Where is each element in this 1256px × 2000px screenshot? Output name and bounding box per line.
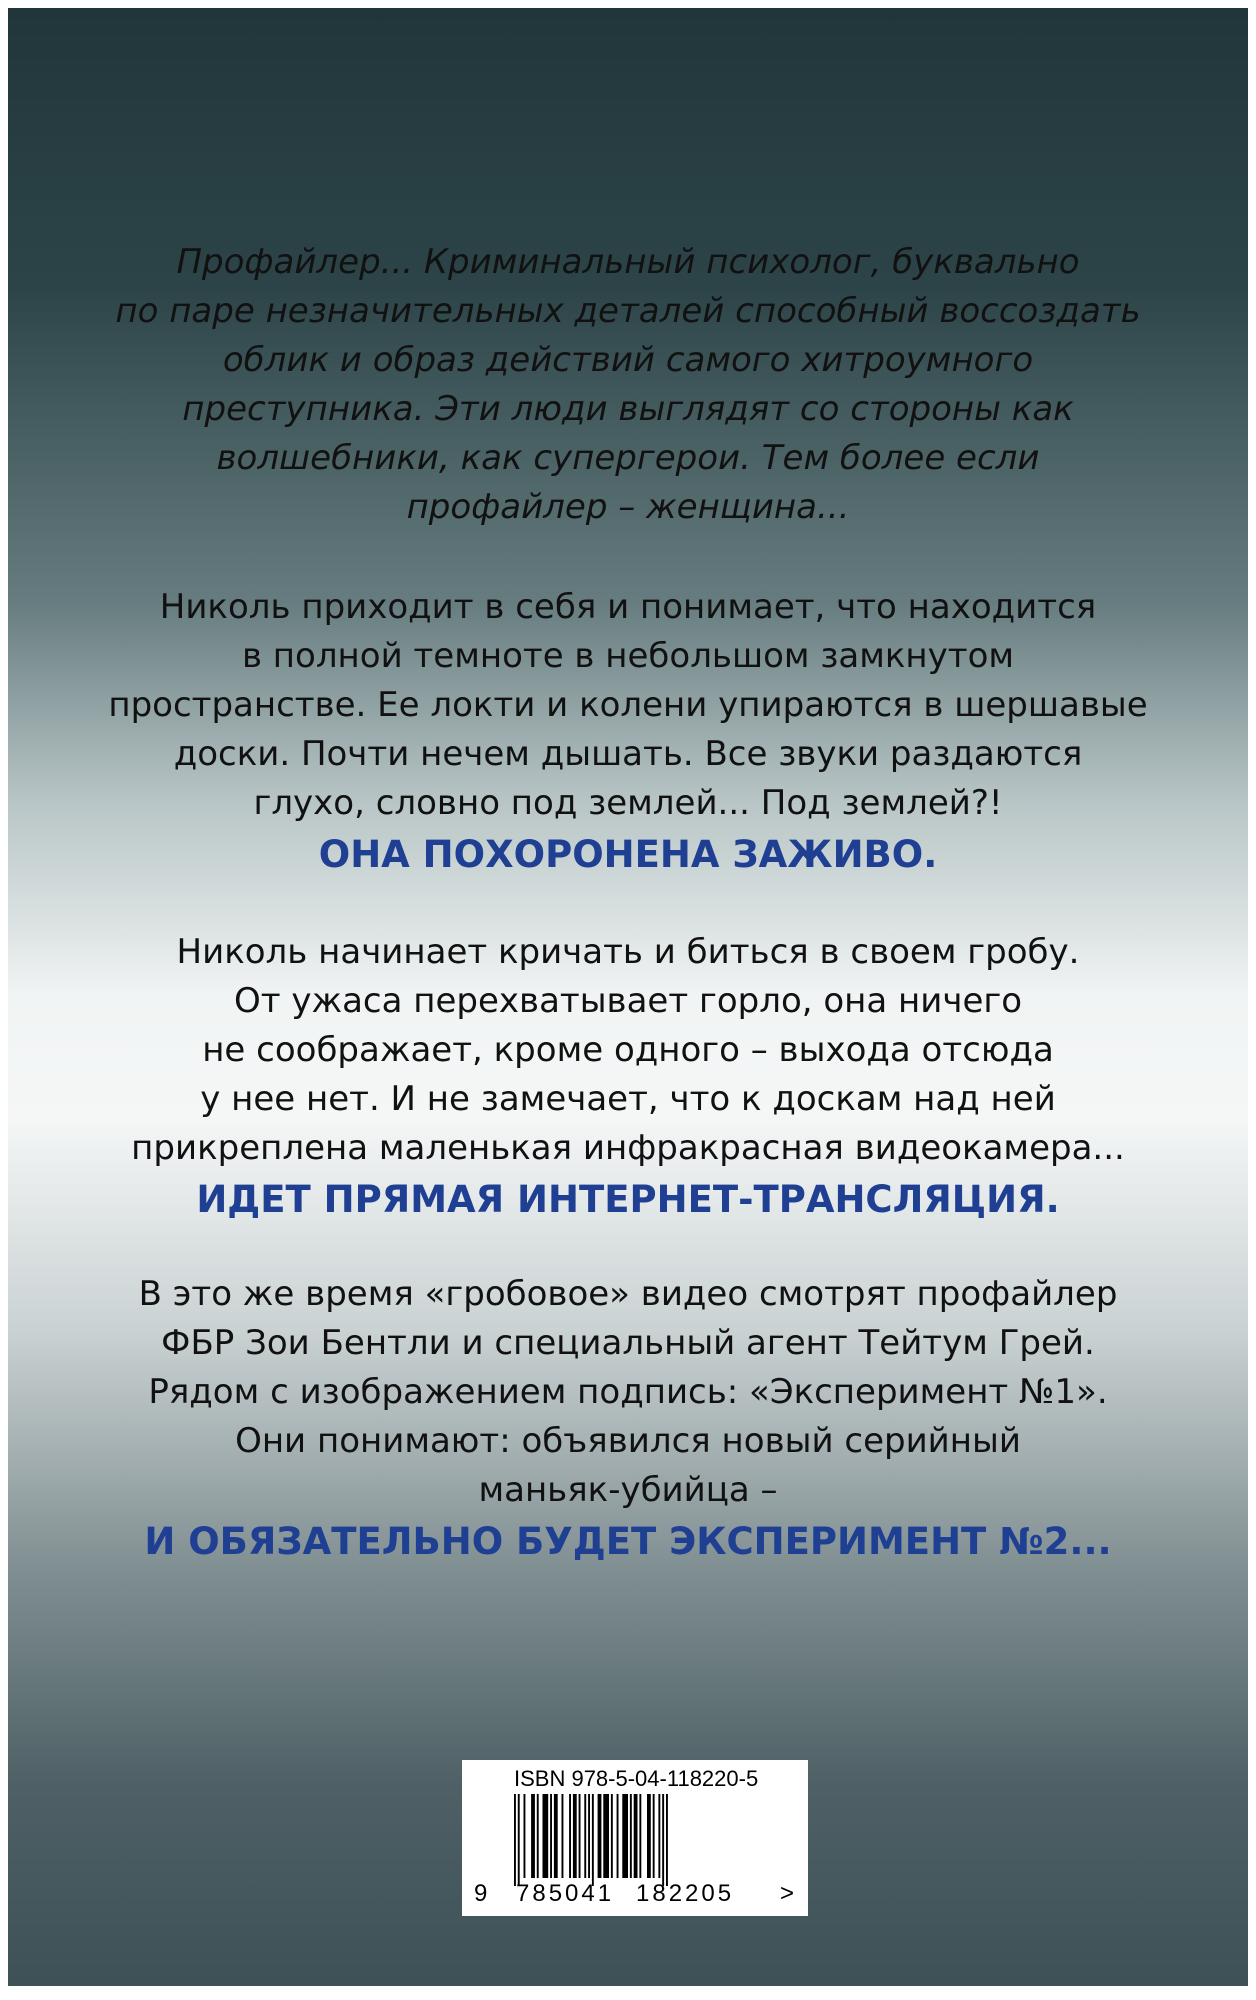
barcode-bar [611,1794,613,1878]
barcode-bar [598,1794,602,1878]
barcode-bar [550,1794,552,1878]
paragraph-line: ФБР Зои Бентли и специальный агент Тейтум Грей. [161,1323,1095,1363]
barcode-bar [639,1794,641,1878]
paragraph-line: Они понимают: объявился новый серийный [235,1421,1021,1461]
paragraph-line: Николь начинает кричать и биться в своем гробу. [176,932,1080,972]
barcode-bar [662,1794,664,1886]
barcode-bar [653,1794,655,1878]
barcode-bar [617,1794,619,1878]
paragraph-coffin [98,928,1158,1224]
barcode-bar [573,1794,577,1878]
isbn-label: ISBN 978-5-04-118220-5 [514,1766,759,1791]
barcode-bar [518,1794,520,1886]
barcode-digits-left: 785041 [516,1880,615,1907]
accent-buried-alive: ОНА ПОХОРОНЕНА ЗАЖИВО. [318,833,938,876]
paragraph-fbi [98,1270,1158,1566]
barcode-bar [579,1794,581,1878]
paragraph-line: у нее нет. И не замечает, что к доскам над ней [200,1079,1056,1119]
barcode-bar [622,1794,628,1878]
book-back-cover [8,8,1248,1986]
barcode-bars-graphic [514,1794,754,1886]
barcode-bar [524,1794,526,1878]
barcode-digit-first: 9 [474,1880,488,1907]
paragraph-line: не соображает, кроме одного – выхода отсюда [202,1030,1054,1070]
barcode-bar [603,1794,609,1878]
barcode-bar [588,1794,590,1878]
barcode-bar [562,1794,564,1878]
barcode-bar [666,1794,668,1886]
paragraph-line: В это же время «гробовое» видео смотрят профайлер [138,1274,1118,1314]
paragraph-line: прикреплена маленькая инфракрасная видеокамера... [131,1128,1125,1168]
intro-paragraph [98,238,1158,532]
barcode-bar [647,1794,651,1878]
intro-line: по паре незначительных деталей способный воссоздать [115,291,1141,331]
barcode-bar [569,1794,571,1878]
paragraph-line: пространстве. Ее локти и колени упираются в шершавые [108,685,1148,725]
paragraph-line: Рядом с изображением подпись: «Эксперимент №1». [148,1372,1108,1412]
paragraph-line: в полной темноте в небольшом замкнутом [241,636,1015,676]
intro-line: профайлер – женщина... [406,487,850,527]
barcode-bar [592,1794,594,1886]
barcode-bar [543,1794,549,1878]
barcode-digits-right: 182205 [636,1880,735,1907]
barcode-digit-end: > [780,1880,795,1907]
barcode-bar [630,1794,632,1878]
barcode-bar [584,1794,586,1878]
accent-experiment-two: И ОБЯЗАТЕЛЬНО БУДЕТ ЭКСПЕРИМЕНТ №2... [144,1520,1112,1563]
barcode-bar [658,1794,660,1878]
barcode-bar [531,1794,535,1878]
isbn-barcode [462,1760,808,1916]
paragraph-buried [98,583,1158,879]
paragraph-line: доски. Почти нечем дышать. Все звуки раздаются [173,734,1083,774]
intro-line: облик и образ действий самого хитроумного [222,340,1034,380]
barcode-bar [634,1794,638,1878]
barcode-bar [514,1794,516,1886]
paragraph-line: Николь приходит в себя и понимает, что находится [159,587,1097,627]
intro-line: Профайлер... Криминальный психолог, буквально [176,242,1080,282]
intro-line: преступника. Эти люди выглядят со стороны как [182,389,1074,429]
intro-line: волшебники, как супергерои. Тем более если [216,438,1040,478]
paragraph-line: маньяк-убийца – [478,1470,778,1510]
paragraph-line: От ужаса перехватывает горло, она ничего [233,981,1023,1021]
accent-live-stream: ИДЕТ ПРЯМАЯ ИНТЕРНЕТ-ТРАНСЛЯЦИЯ. [196,1178,1060,1221]
paragraph-line: глухо, словно под землей... Под землей?! [253,783,1003,823]
barcode-bar [537,1794,539,1878]
barcode-bar [554,1794,558,1878]
